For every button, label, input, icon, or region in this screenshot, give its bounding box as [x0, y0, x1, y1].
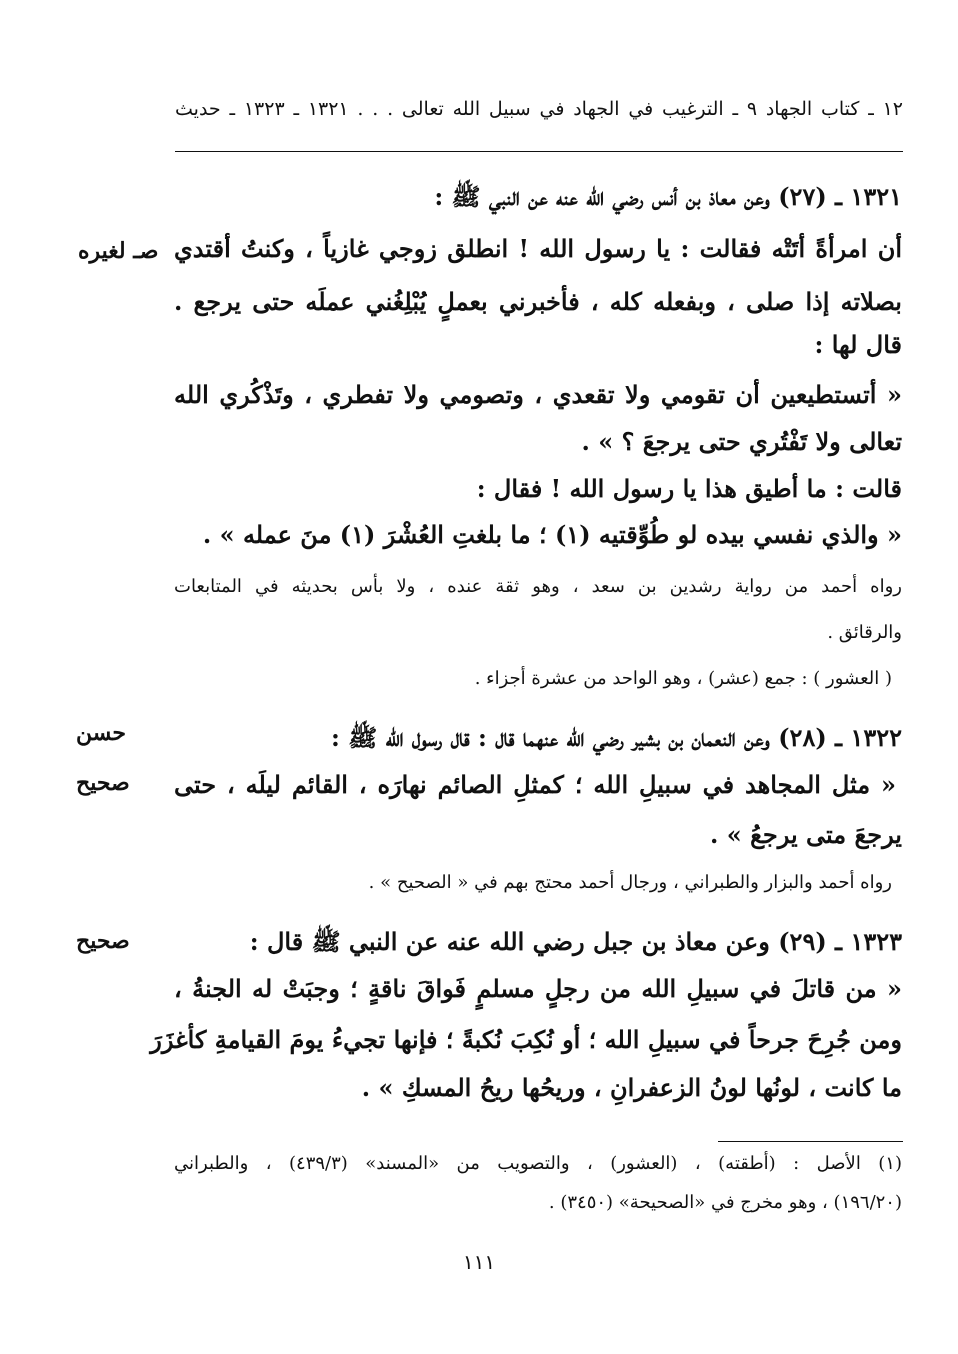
- hadith-1321-line-3: بصلاته إذا صلى ، وبفعله كله ، فأخبرني بعملٍ يُبْلِغُني عملَه حتى يرجع .: [174, 287, 902, 316]
- hadith-1323-intro: ١٣٢٣ ـ (٢٩) وعن معاذ بن جبل رضي الله عنه عن النبي ﷺ قال :: [249, 927, 902, 956]
- hadith-1321-intro: ١٣٢١ ـ (٢٧) وعن معاذ بن أنس رضي الله عنه عن النبي ﷺ :: [434, 182, 902, 211]
- running-header: ١٢ ـ كتاب الجهاد ٩ ـ الترغيب في الجهاد في سبيل الله تعالى . . . ١٣٢١ ـ ١٣٢٣ ـ حديث: [175, 98, 904, 120]
- grade-label-1323: صحيح: [76, 928, 130, 954]
- hadith-1322-line-3: يرجعَ متى يرجعُ » .: [710, 820, 902, 849]
- hadith-1321-line-7: قالت : ما أطيق هذا يا رسول الله ! فقال :: [476, 474, 902, 503]
- hadith-1321-source: رواه أحمد من رواية رشدين بن سعد ، وهو ثقة عنده ، ولا بأس بحديثه في المتابعات: [174, 576, 902, 597]
- hadith-1322-source: رواه أحمد والبزار والطبراني ، ورجال أحمد محتج بهم في « الصحيح » .: [368, 872, 892, 893]
- hadith-1321-gloss: ( العشور ) : جمع (عشر) ، وهو الواحد من عشرة أجزاء .: [474, 668, 892, 689]
- footnote-line-2: (١٩٦/٢٠) ، وهو مخرج في «الصحيحة» (٣٤٥٠) .: [548, 1192, 902, 1213]
- hadith-1323-line-4: ما كانت ، لونُها لونُ الزعفرانِ ، وريحُها ريحُ المسكِ » .: [361, 1073, 902, 1102]
- hadith-1323-line-3: ومن جُرِحَ جرحاً في سبيلِ الله ؛ أو نُكِبَ نُكبةً ؛ فإنها تجيءُ يومَ القيامةِ كأغزَرَ: [150, 1025, 902, 1054]
- footnote-line-1: (١) الأصل : (أطقته) ، (العشور) ، والتصويب من «المسند» (٤٣٩/٣) ، والطبراني: [174, 1153, 902, 1174]
- footnote-rule: [718, 1141, 903, 1142]
- hadith-1321-line-2: أن امرأةً أتَتْه فقالت : يا رسول الله ! انطلق زوجي غازياً ، وكنتُ أقتدي: [174, 234, 902, 263]
- hadith-1321-line-6: تعالى ولا تَفْتُري حتى يرجعَ ؟ » .: [581, 427, 902, 456]
- hadith-1322-intro: ١٣٢٢ ـ (٢٨) وعن النعمان بن بشير رضي الله عنهما قال : قال رسول الله ﷺ :: [331, 723, 902, 752]
- hadith-1321-line-5: « أتستطيعين أن تقومي ولا تقعدي ، وتصومي ولا تفطري ، وتَذْكُري الله: [174, 380, 902, 409]
- hadith-1321-line-4: قال لها :: [814, 330, 902, 359]
- header-rule: [175, 151, 903, 152]
- grade-label-1321: صـ لغيره: [78, 238, 159, 264]
- grade-label-1322-sahih: صحيح: [76, 770, 130, 796]
- hadith-1321-line-8: « والذي نفسي بيده لو طُوِّقتيه (١) ؛ ما بلغتِ العُشْرَ (١) منَ عمله » .: [202, 520, 902, 549]
- hadith-1321-source-cont: والرقائق .: [827, 622, 902, 643]
- page-number: ١١١: [462, 1250, 496, 1274]
- hadith-1322-line-2: « مثل المجاهد في سبيلِ الله ؛ كمثلِ الصائم نهارَه ، القائم ليلَه ، حتى: [174, 770, 896, 799]
- grade-label-1322-hasan: حسن: [76, 720, 126, 746]
- hadith-1323-line-2: « من قاتلَ في سبيلِ الله من رجلٍ مسلمٍ فَواقَ ناقةٍ ؛ وجبَتْ له الجنةُ ،: [174, 974, 902, 1003]
